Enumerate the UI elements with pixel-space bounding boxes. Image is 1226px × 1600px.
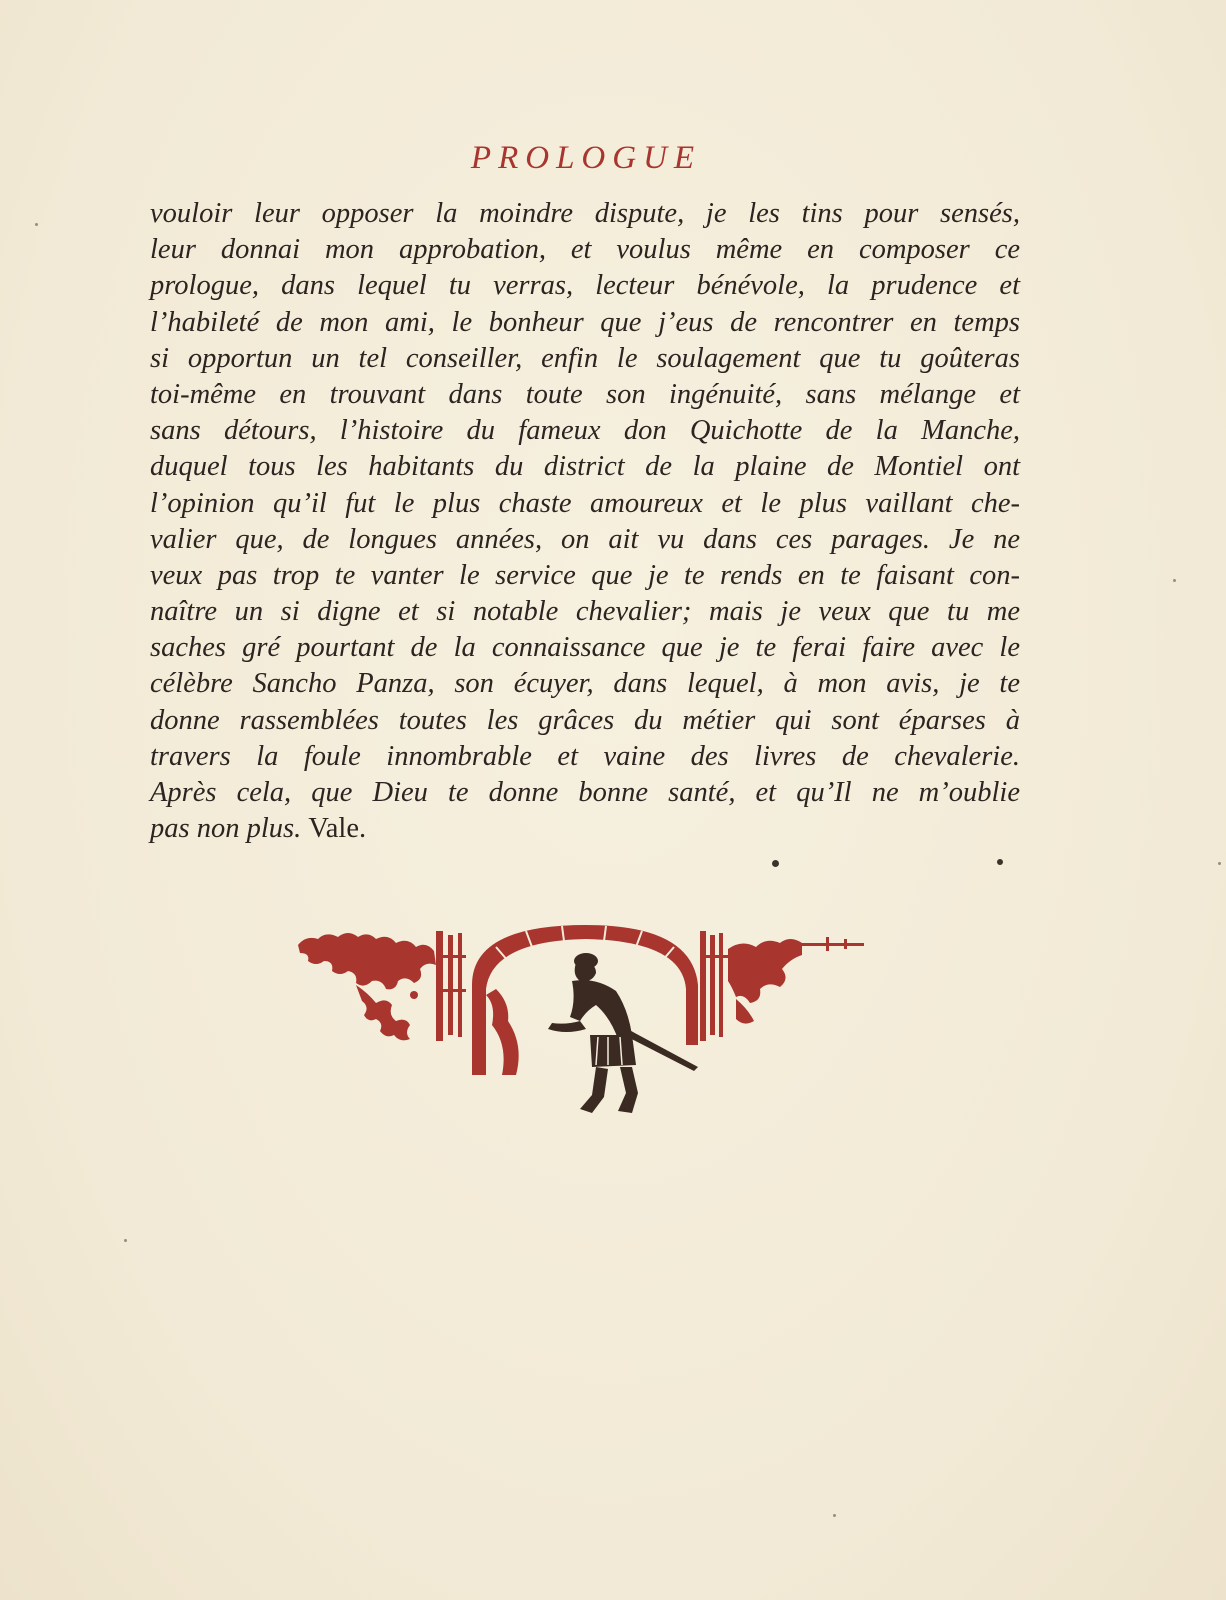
right-foliage-ornament xyxy=(728,937,864,1024)
text-line: l’opinion qu’il fut le plus chaste amoureux et le plus vaillant che- xyxy=(150,487,1020,519)
paper-speck xyxy=(124,1239,127,1242)
right-pillar xyxy=(700,931,728,1041)
running-head: PROLOGUE xyxy=(470,140,702,176)
text-line: prologue, dans lequel tu verras, lecteur bénévole, la prudence et xyxy=(150,270,1020,302)
text-line: veux pas trop te vanter le service que je te rends en te faisant con- xyxy=(150,559,1020,591)
text-line: leur donnai mon approbation, et voulus même en composer ce xyxy=(150,234,1020,266)
paper-speck xyxy=(35,223,38,226)
text-line: si opportun un tel conseiller, enfin le soulagement que tu goûteras xyxy=(150,342,1020,374)
woodcut-vignette xyxy=(296,925,868,1135)
text-line: Après cela, que Dieu te donne bonne santé, et qu’Il ne m’oublie xyxy=(150,777,1020,808)
paper-speck xyxy=(997,859,1003,865)
text-line-final xyxy=(150,811,1020,847)
final-italic-text: pas non plus. xyxy=(150,813,302,845)
text-line: naître un si digne et si notable chevalier; mais je veux que tu me xyxy=(150,596,1020,628)
text-line: vouloir leur opposer la moindre dispute, je les tins pour sensés, xyxy=(150,198,1020,229)
text-line: donne rassemblées toutes les grâces du métier qui sont éparses à xyxy=(150,704,1020,736)
text-line: valier que, de longues années, on ait vu dans ces parages. Je ne xyxy=(150,523,1020,555)
text-line: travers la foule innombrable et vaine des livres de chevalerie. xyxy=(150,740,1020,772)
walking-figure xyxy=(548,953,698,1113)
paper-speck xyxy=(772,860,779,867)
paper-speck xyxy=(1218,862,1221,865)
left-pillar xyxy=(436,931,466,1041)
vale-word: Vale. xyxy=(308,813,367,845)
text-line: saches gré pourtant de la connaissance que je te ferai faire avec le xyxy=(150,632,1020,664)
text-line: sans détours, l’histoire du fameux don Quichotte de la Manche, xyxy=(150,415,1020,447)
body-text xyxy=(150,196,1020,847)
text-line: l’habileté de mon ami, le bonheur que j’eus de rencontrer en temps xyxy=(150,306,1020,338)
text-line: célèbre Sancho Panza, son écuyer, dans lequel, à mon avis, je te xyxy=(150,668,1020,700)
paper-speck xyxy=(833,1514,836,1517)
text-line: toi-même en trouvant dans toute son ingénuité, sans mélange et xyxy=(150,378,1020,410)
paper-speck xyxy=(1173,579,1176,582)
text-line: duquel tous les habitants du district de la plaine de Montiel ont xyxy=(150,451,1020,483)
left-foliage-ornament xyxy=(298,933,436,1040)
